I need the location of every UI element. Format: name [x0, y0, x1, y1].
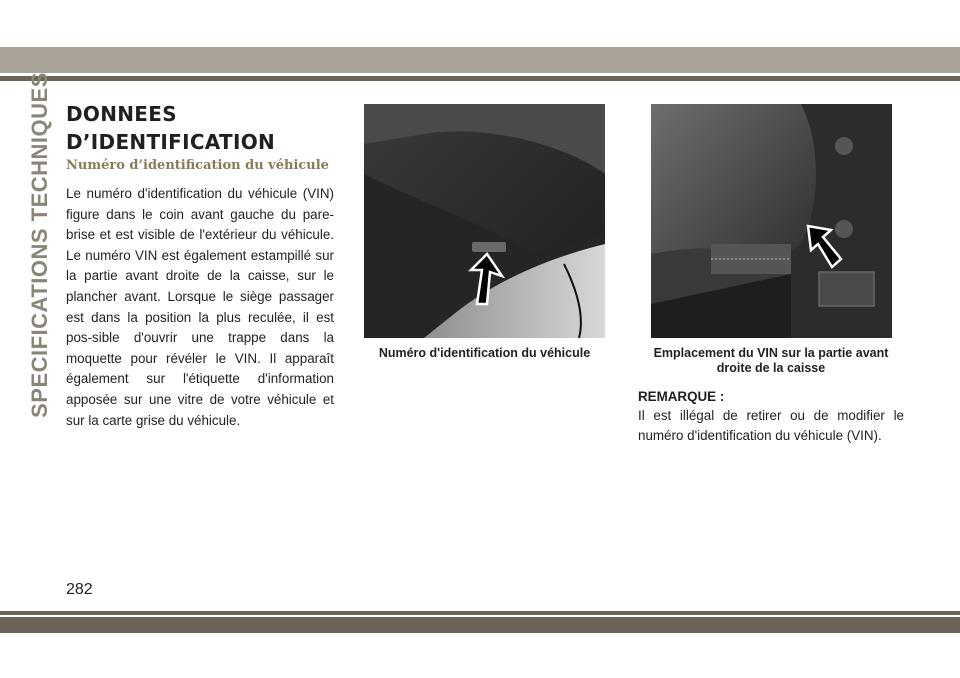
side-section-tab	[26, 72, 54, 418]
section-heading-line2: D’IDENTIFICATION	[66, 130, 276, 154]
note-text: Il est illégal de retirer ou de modifier le numéro d'identification du véhicule (VIN).	[638, 408, 904, 443]
section-heading	[66, 100, 275, 156]
figure2-caption-line2: droite de la caisse	[716, 361, 826, 375]
bottom-divider-line	[0, 611, 960, 615]
note-title: REMARQUE :	[638, 389, 725, 404]
section-heading-line1: DONNEES	[66, 102, 177, 126]
top-decorative-band	[0, 47, 960, 73]
section-subheading: Numéro d’identification du véhicule	[66, 158, 329, 173]
windshield-vin-photo	[364, 104, 605, 338]
floor-vin-photo	[651, 104, 892, 338]
figure1-caption: Numéro d'identification du véhicule	[378, 346, 591, 360]
top-divider-line	[0, 76, 960, 81]
section-body-text: Le numéro d'identification du véhicule (VIN) figure dans le coin avant gauche du pare-brise et est visible de l'extérieur du véhicule. Le numéro VIN est également estampillé sur la partie avant droite de la caisse, sur le plancher avant. Lorsque le siège passager est dans la position la plus reculée, il est pos-sible d'ouvrir une trappe dans la moquette pour révéler le VIN. Il apparaît également sur l'étiquette d'information apposée sur une vitre de votre véhicule et sur la carte grise du véhicule.	[66, 186, 334, 428]
side-section-label: SPECIFICATIONS TECHNIQUES	[27, 72, 53, 418]
page-number: 282	[66, 581, 93, 598]
figure2-caption	[640, 346, 902, 376]
figure2-caption-line1: Emplacement du VIN sur la partie avant	[653, 346, 889, 360]
bottom-decorative-band	[0, 617, 960, 633]
